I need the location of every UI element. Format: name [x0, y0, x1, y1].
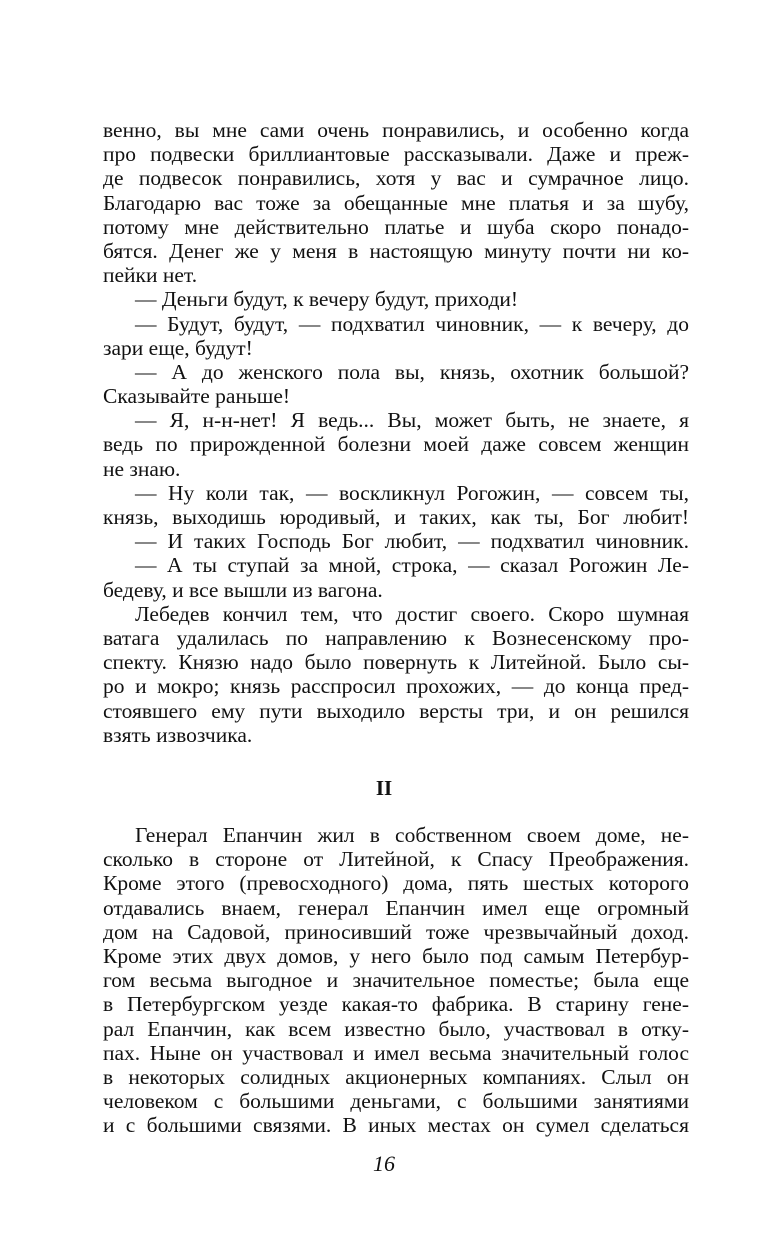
text-block-chapter-two: [103, 823, 689, 1137]
text-line: — Ну коли так, — воскликнул Рогожин, — совсем ты,: [135, 480, 689, 505]
text-line: князь, выходишь юродивый, и таких, как ты, Бог любит!: [103, 505, 689, 529]
text-line: Генерал Епанчин жил в собственном своем доме, не-: [135, 823, 689, 847]
text-line: — Деньги будут, к вечеру будут, приходи!: [135, 287, 519, 312]
text-line: отдавались внаем, генерал Епанчин имел еще огромный: [103, 895, 689, 920]
text-line: — А до женского пола вы, князь, охотник большой?: [135, 359, 689, 384]
text-line: гом весьма выгодное и значительное поместье; была еще: [103, 968, 689, 993]
text-line: потому мне действительно платье и шуба скоро понадо-: [103, 214, 689, 239]
text-line: бятся. Денег же у меня в настоящую минуту почти ни ко-: [103, 238, 689, 263]
text-line: ведь по прирожденной болезни моей даже совсем женщин: [103, 432, 689, 457]
text-line: взять извозчика.: [103, 722, 253, 747]
text-line: пейки нет.: [103, 263, 198, 288]
text-line: Лебедев кончил тем, что достиг своего. Скоро шумная: [135, 601, 689, 626]
text-line: Кроме этих двух домов, у него было под самым Петербур-: [103, 943, 689, 968]
text-line: Кроме этого (превосходного) дома, пять шестых которого: [103, 871, 689, 896]
text-line: дом на Садовой, приносивший тоже чрезвычайный доход.: [103, 919, 689, 944]
text-line: и с большими связями. В иных местах он сумел сделаться: [103, 1113, 689, 1138]
text-line: в некоторых солидных акционерных компаниях. Слыл он: [103, 1064, 689, 1089]
text-line: не знаю.: [103, 456, 181, 481]
text-line: Благодарю вас тоже за обещанные мне платья и за шубу,: [103, 190, 689, 215]
chapter-heading: II: [375, 776, 393, 800]
text-line: зари еще, будут!: [103, 335, 253, 360]
text-line: — Я, н-н-нет! Я ведь... Вы, может быть, не знаете, я: [135, 408, 689, 433]
text-line: в Петербургском уезде какая-то фабрика. В старину гене-: [103, 992, 689, 1017]
text-line: спекту. Князю надо было повернуть к Литейной. Было сы-: [103, 650, 689, 675]
page-number: 16: [373, 1151, 395, 1176]
text-line: ватага удалилась по направлению к Вознесенскому про-: [103, 625, 689, 650]
text-line: бедеву, и все вышли из вагона.: [103, 577, 383, 602]
text-line: рал Епанчин, как всем известно было, участвовал в отку-: [103, 1016, 689, 1041]
text-line: венно, вы мне сами очень понравились, и особенно когда: [103, 118, 689, 142]
text-line: — А ты ступай за мной, строка, — сказал Рогожин Ле-: [135, 553, 689, 578]
text-line: ро и мокро; князь расспросил прохожих, — до конца пред-: [103, 674, 689, 699]
text-line: сколько в стороне от Литейной, к Спасу Преображения.: [103, 847, 689, 872]
text-line: пах. Ныне он участвовал и имел весьма значительный голос: [103, 1040, 689, 1065]
text-block-top: [103, 118, 689, 747]
text-line: стоявшего ему пути выходило версты три, и он решился: [103, 698, 689, 723]
text-line: про подвески бриллиантовые рассказывали. Даже и преж-: [103, 142, 689, 167]
text-line: де подвесок понравились, хотя у вас и сумрачное лицо.: [103, 166, 689, 191]
text-line: — И таких Господь Бог любит, — подхватил чиновник.: [135, 529, 689, 554]
text-line: — Будут, будут, — подхватил чиновник, — к вечеру, до: [135, 311, 689, 336]
text-line: человеком с большими деньгами, с большими занятиями: [103, 1089, 689, 1114]
text-line: Сказывайте раньше!: [103, 384, 291, 409]
